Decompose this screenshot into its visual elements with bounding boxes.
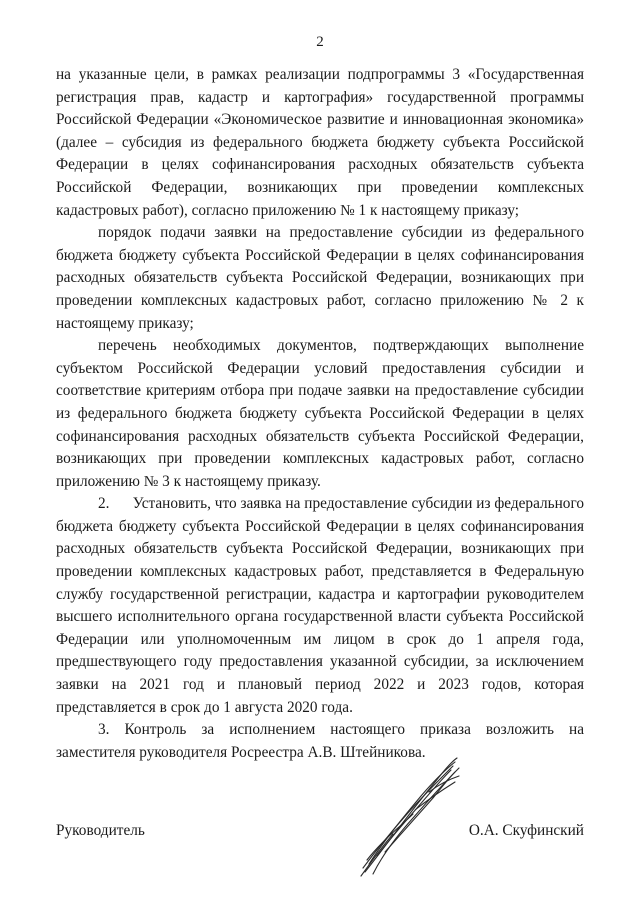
document-body <box>56 64 588 764</box>
signatory-title: Руководитель <box>56 822 145 839</box>
paragraph-application-procedure: порядок подачи заявки на предоставление субсидии из федерального бюджета бюджету субъекта Российской Федерации в целях софинансирования расходных обязательств субъекта Российской Федерации, возникающих при проведении комплексных кадастровых работ, согласно приложению № 2 к настоящему приказу; <box>56 224 584 332</box>
signature-block <box>56 818 584 842</box>
paragraph-documents-list: перечень необходимых документов, подтверждающих выполнение субъектом Российской Федерации условий предоставления субсидии и соответствие критериям отбора при подаче заявки на предоставление субсидии из федерального бюджета бюджету субъекта Российской Федерации в целях софинансирования расходных обязательств субъекта Российской Федерации, возникающих при проведении комплексных кадастровых работ, согласно приложению № 3 к настоящему приказу. <box>56 337 584 490</box>
handwritten-signature <box>355 752 465 882</box>
page-number: 2 <box>316 34 324 50</box>
signatory-name: О.А. Скуфинский <box>468 822 584 839</box>
paragraph-continuation: на указанные цели, в рамках реализации подпрограммы 3 «Государственная регистрация прав, кадастр и картография» государственной программы Российской Федерации «Экономическое развитие и инновационная экономика» (далее – субсидия из федерального бюджета бюджету субъекта Российской Федерации в целях софинансирования расходных обязательств субъекта Российской Федерации, возникающих при проведении комплексных кадастровых работ), согласно приложению № 1 к настоящему приказу; <box>56 66 584 219</box>
paragraph-item-3: 3. Контроль за исполнением настоящего приказа возложить на заместителя руководителя Росреестра А.В. Штейникова. <box>56 721 584 761</box>
paragraph-item-2: 2. Установить, что заявка на предоставление субсидии из федерального бюджета бюджету субъекта Российской Федерации в целях софинансирования расходных обязательств субъекта Российской Федерации, возникающих при проведении комплексных кадастровых работ, представляется в Федеральную службу государственной регистрации, кадастра и картографии руководителем высшего исполнительного органа государственной власти субъекта Российской Федерации или уполномоченным им лицом в срок до 1 апреля года, предшествующего году предоставления указанной субсидии, за исключением заявки на 2021 год и плановый период 2022 и 2023 годов, которая представляется в срок до 1 августа 2020 года. <box>56 495 588 716</box>
